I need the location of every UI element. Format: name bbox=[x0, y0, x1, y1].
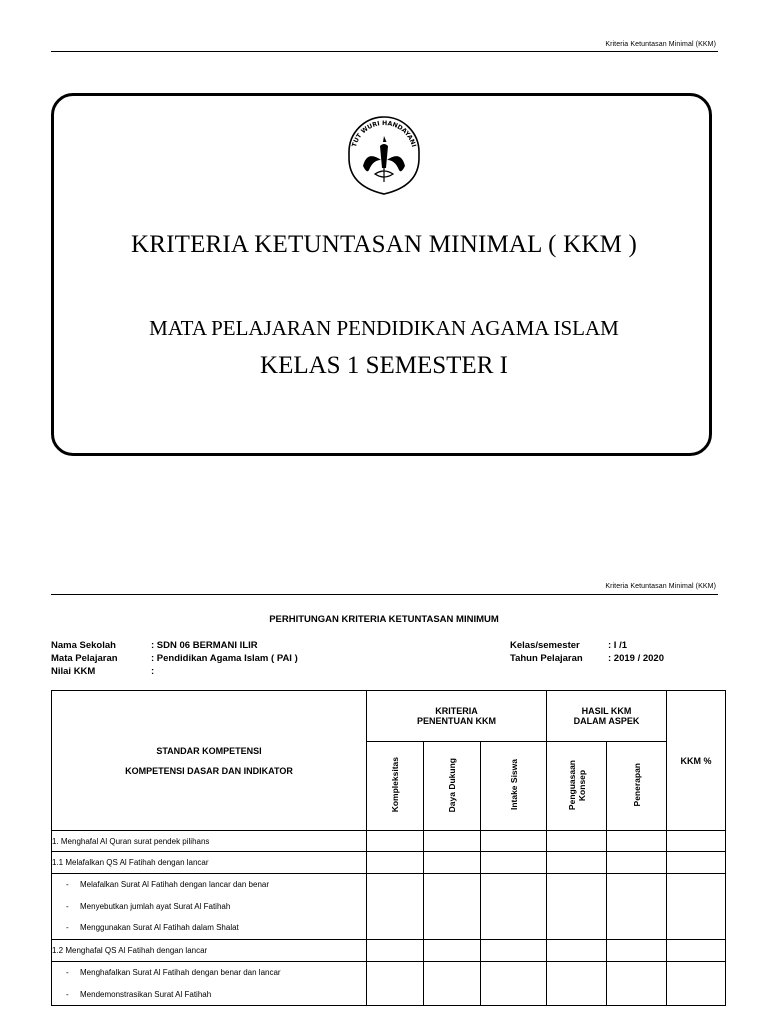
indicator-list bbox=[52, 962, 367, 1006]
page1-header-rule bbox=[51, 51, 718, 52]
bullet-dash: - bbox=[66, 989, 69, 999]
hasil-header bbox=[547, 691, 667, 742]
tut-wuri-handayani-logo-icon bbox=[339, 108, 429, 198]
cover-subject: MATA PELAJARAN PENDIDIKAN AGAMA ISLAM bbox=[149, 316, 619, 340]
hasil-header-line2: DALAM ASPEK bbox=[573, 716, 640, 726]
table-row bbox=[52, 874, 726, 940]
indicator-item bbox=[52, 896, 366, 918]
col-intake-label: Intake Siswa bbox=[508, 759, 519, 811]
col-intake-siswa bbox=[481, 742, 547, 831]
kriteria-header bbox=[367, 691, 547, 742]
page1-header-text: Kriteria Ketuntasan Minimal (KKM) bbox=[605, 41, 716, 48]
col-penerapan bbox=[607, 742, 667, 831]
kriteria-header-line2: PENENTUAN KKM bbox=[416, 716, 496, 726]
info-class-semester bbox=[510, 640, 627, 651]
sk-row-text: 1. Menghafal Al Quran surat pendek pilihans bbox=[52, 831, 367, 852]
indicator-item bbox=[52, 874, 366, 896]
info-school-year bbox=[510, 653, 664, 664]
info-value: : Pendidikan Agama Islam ( PAI ) bbox=[151, 653, 298, 664]
col-penguasaan-line2: Konsep bbox=[576, 769, 587, 801]
cover-class-semester: KELAS 1 SEMESTER I bbox=[260, 352, 508, 379]
page2-header-text: Kriteria Ketuntasan Minimal (KKM) bbox=[605, 583, 716, 590]
indicator-item bbox=[52, 917, 366, 939]
kd-row-text: 1.1 Melafalkan QS Al Fatihah dengan lancar bbox=[52, 852, 367, 874]
sk-header-line1: STANDAR KOMPETENSI bbox=[156, 745, 262, 756]
bullet-dash: - bbox=[66, 968, 69, 978]
cover-title: KRITERIA KETUNTASAN MINIMAL ( KKM ) bbox=[130, 231, 638, 258]
indicator-text: Melafalkan Surat Al Fatihah dengan lancar dan benar bbox=[80, 880, 270, 889]
info-value: : I /1 bbox=[608, 640, 628, 651]
info-label: Tahun Pelajaran bbox=[510, 653, 583, 664]
col-daya-dukung bbox=[424, 742, 481, 831]
kd-row-text: 1.2 Menghafal QS Al Fatihah dengan lancar bbox=[52, 940, 367, 962]
page2-header-rule bbox=[51, 594, 718, 595]
col-penerapan-label: Penerapan bbox=[631, 763, 642, 807]
table-row bbox=[52, 940, 726, 962]
info-kkm-value bbox=[51, 666, 154, 677]
col-daya-dukung-label: Daya Dukung bbox=[447, 757, 457, 813]
info-value: : SDN 06 BERMANI ILIR bbox=[151, 640, 258, 651]
info-school bbox=[51, 640, 258, 651]
bullet-dash: - bbox=[66, 923, 69, 933]
info-label: Kelas/semester bbox=[510, 640, 580, 651]
col-kompleksitas bbox=[367, 742, 424, 831]
info-label: Nilai KKM bbox=[51, 666, 96, 677]
hasil-header-line1: HASIL KKM bbox=[581, 706, 632, 716]
calculation-title: PERHITUNGAN KRITERIA KETUNTASAN MINIMUM bbox=[269, 614, 499, 625]
indicator-text: Menghafalkan Surat Al Fatihah dengan benar dan lancar bbox=[80, 968, 281, 978]
kkm-table bbox=[51, 690, 726, 1006]
table-row bbox=[52, 831, 726, 852]
table-row bbox=[52, 962, 726, 1006]
indicator-item bbox=[52, 962, 366, 984]
info-value: : bbox=[151, 666, 155, 677]
svg-text:TUT WURI HANDAYANI: TUT WURI HANDAYANI bbox=[350, 119, 418, 148]
kriteria-header-line1: KRITERIA bbox=[435, 706, 478, 716]
sk-header bbox=[52, 691, 367, 831]
info-subject bbox=[51, 653, 298, 664]
info-value: : 2019 / 2020 bbox=[608, 653, 664, 664]
sk-header-line2: KOMPETENSI DASAR DAN INDIKATOR bbox=[125, 765, 293, 776]
kkm-percent-header: KKM % bbox=[667, 691, 726, 831]
indicator-list bbox=[52, 874, 367, 940]
col-penguasaan-line1: Penguasaan bbox=[566, 759, 577, 811]
info-label: Mata Pelajaran bbox=[51, 653, 118, 664]
indicator-text: Mendemonstrasikan Surat Al Fatihah bbox=[80, 989, 212, 999]
col-kompleksitas-label: Kompleksitas bbox=[390, 757, 400, 813]
bullet-dash: - bbox=[66, 880, 69, 889]
indicator-text: Menyebutkan jumlah ayat Surat Al Fatihah bbox=[80, 901, 231, 911]
indicator-item bbox=[52, 984, 366, 1006]
indicator-text: Menggunakan Surat Al Fatihah dalam Shalat bbox=[80, 923, 239, 933]
col-penguasaan-label bbox=[567, 760, 587, 810]
bullet-dash: - bbox=[66, 901, 69, 911]
info-label: Nama Sekolah bbox=[51, 640, 116, 651]
table-row bbox=[52, 852, 726, 874]
col-penguasaan-konsep bbox=[547, 742, 607, 831]
